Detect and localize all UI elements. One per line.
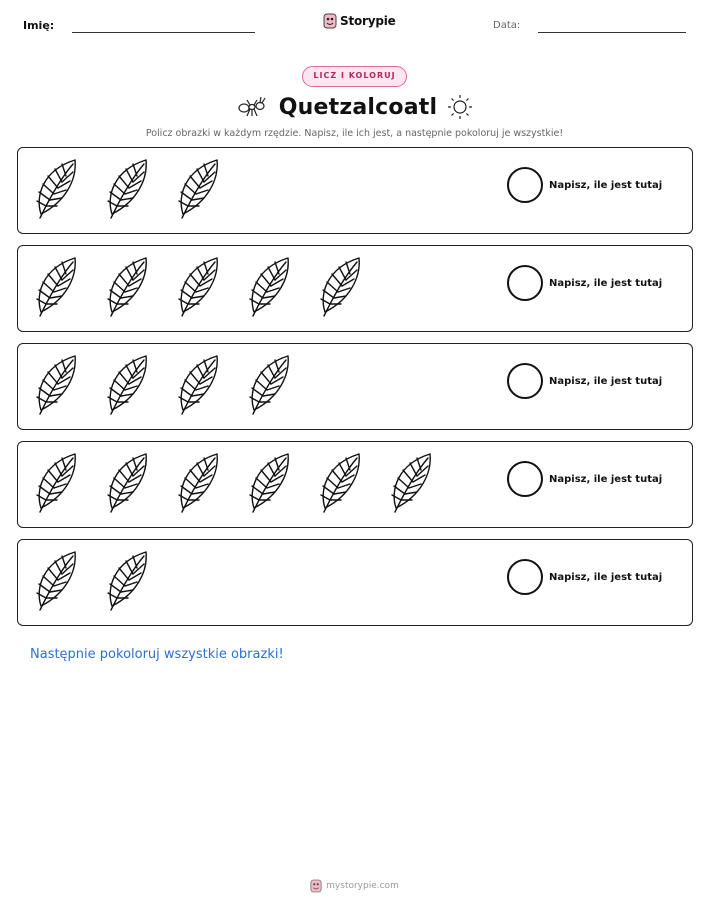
name-line <box>72 32 255 33</box>
count-row <box>17 147 693 234</box>
feather-icon[interactable] <box>240 352 304 416</box>
count-rows <box>17 147 693 637</box>
footer-url: mystorypie.com <box>326 881 399 891</box>
footer <box>0 879 709 893</box>
feather-icon[interactable] <box>311 450 375 514</box>
name-label: Imię: <box>23 19 55 32</box>
feather-icon[interactable] <box>169 254 233 318</box>
worksheet-header <box>0 0 709 60</box>
activity-badge: LICZ I KOLORUJ <box>302 66 407 87</box>
count-row <box>17 539 693 626</box>
feather-icon[interactable] <box>27 548 91 612</box>
answer-area <box>507 167 662 203</box>
count-row <box>17 343 693 430</box>
feather-icon[interactable] <box>240 254 304 318</box>
feather-icon[interactable] <box>98 254 162 318</box>
feather-icon[interactable] <box>98 352 162 416</box>
feather-group <box>27 352 304 416</box>
brand-name: Storypie <box>340 14 396 28</box>
answer-area <box>507 461 662 497</box>
feather-icon[interactable] <box>311 254 375 318</box>
answer-circle[interactable] <box>507 461 543 497</box>
instructions: Policz obrazki w każdym rzędzie. Napisz, ile ich jest, a następnie pokoloruj je wszystkie! <box>145 128 564 139</box>
answer-prompt: Napisz, ile jest tutaj <box>549 571 663 583</box>
feather-group <box>27 156 233 220</box>
feather-icon[interactable] <box>98 548 162 612</box>
footer-note: Następnie pokoloruj wszystkie obrazki! <box>30 647 284 662</box>
answer-area <box>507 559 662 595</box>
feather-group <box>27 450 446 514</box>
feather-icon[interactable] <box>27 156 91 220</box>
answer-circle[interactable] <box>507 559 543 595</box>
brand <box>323 13 396 29</box>
date-line <box>538 32 686 33</box>
answer-prompt: Napisz, ile jest tutaj <box>549 179 663 191</box>
feather-icon[interactable] <box>382 450 446 514</box>
feather-icon[interactable] <box>27 254 91 318</box>
answer-area <box>507 265 662 301</box>
feather-icon[interactable] <box>169 352 233 416</box>
feather-group <box>27 548 162 612</box>
answer-circle[interactable] <box>507 363 543 399</box>
feather-icon[interactable] <box>27 352 91 416</box>
count-row <box>17 245 693 332</box>
feather-icon[interactable] <box>240 450 304 514</box>
feather-icon[interactable] <box>98 156 162 220</box>
date-label: Data: <box>493 20 521 31</box>
answer-prompt: Napisz, ile jest tutaj <box>549 277 663 289</box>
sun-icon <box>447 94 473 120</box>
answer-prompt: Napisz, ile jest tutaj <box>549 473 663 485</box>
storypie-logo-icon <box>323 13 337 29</box>
ant-icon <box>237 95 269 119</box>
answer-prompt: Napisz, ile jest tutaj <box>549 375 663 387</box>
feather-icon[interactable] <box>169 450 233 514</box>
answer-circle[interactable] <box>507 167 543 203</box>
feather-icon[interactable] <box>27 450 91 514</box>
answer-circle[interactable] <box>507 265 543 301</box>
feather-icon[interactable] <box>98 450 162 514</box>
count-row <box>17 441 693 528</box>
title-row <box>228 90 482 124</box>
feather-icon[interactable] <box>169 156 233 220</box>
feather-group <box>27 254 375 318</box>
worksheet-title: Quetzalcoatl <box>278 94 438 120</box>
storypie-logo-icon <box>310 879 322 893</box>
answer-area <box>507 363 662 399</box>
